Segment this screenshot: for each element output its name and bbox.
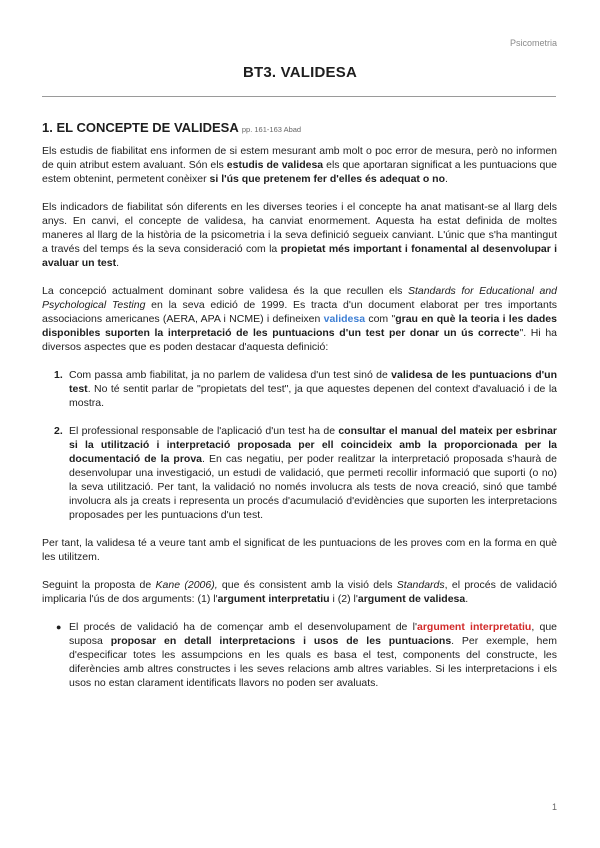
bullet-icon: ● <box>56 622 62 632</box>
document-title: BT3. VALIDESA <box>242 64 357 81</box>
page-number: 1 <box>551 802 557 812</box>
list-item <box>42 620 557 690</box>
bold-text: argument de validesa <box>357 593 466 605</box>
section-heading <box>42 120 557 138</box>
text: Els estudis de fiabilitat ens informen de si estem mesurant amb molt o poc error de mesura, però no informen de quin atribut estem avaluant. Són els <box>42 145 557 171</box>
text: . No té sentit parlar de "propietats del test", ja que aquestes depenen del context d'avaluació i de la mostra. <box>69 383 557 409</box>
paragraph-validity-history <box>42 200 557 270</box>
text: Els indicadors de fiabilitat són diferents en les diverses teories i el concepte ha anat matisant-se al llarg dels anys. En canvi, el concepte de validesa, ha canviat enormement. Aquesta ha estat definida de moltes maneres al llarg de la història de la psicometria i la seva definició segueix canviant. L'únic que s'ha mantingut a través del temps és la seva consideració com la <box>42 201 557 255</box>
bold-text: argument interpretatiu <box>217 593 330 605</box>
paragraph-validity-meaning: Per tant, la validesa té a veure tant amb el significat de les puntuacions de les proves com en la forma en què les utilitzem. <box>42 537 557 563</box>
italic-text: Kane (2006), <box>155 579 218 591</box>
list-item <box>42 424 557 522</box>
section-page-reference: pp. 161-163 Abad <box>241 125 302 134</box>
bold-text: estudis de validesa <box>226 159 324 171</box>
text: Seguint la proposta de <box>42 579 156 591</box>
italic-text: Standards <box>396 579 445 591</box>
text: , el procés de validació implicaria l'ús de dos arguments: (1) l' <box>42 579 557 605</box>
text: i (2) l' <box>329 593 358 605</box>
text: . <box>445 173 448 185</box>
bullet-list <box>42 620 557 690</box>
text: . En cas negatiu, per poder realitzar la interpretació proposada s'haurà de desenvolupar una investigació, un estudi de validació, que permeti recollir informació que suporti (o no) la seva utilització. Per tant, la validació no només involucra als tests de nova creació, sinó que també involucra als ja creats i representa un procés d'acumulació d'evidències que suporten les interpretacions proposades per les puntuacions d'un test. <box>69 453 557 521</box>
bold-text: si l'ús que pretenem fer d'elles és adequat o no <box>209 173 445 185</box>
text: , que suposa <box>69 621 558 647</box>
text: El professional responsable de l'aplicació d'un test ha de <box>69 425 339 437</box>
text: ". Hi ha diversos aspectes que es poden destacar d'aquesta definició: <box>42 327 557 353</box>
bold-text: grau en què la teoria i les dades disponibles suporten la interpretació de les puntuacions d'un test per donar un ús correcte <box>42 313 557 339</box>
list-number: 1. <box>54 369 63 381</box>
document-body <box>42 120 557 690</box>
italic-text: Standards for Educational and Psychological Testing <box>42 285 557 311</box>
list-number: 2. <box>54 425 63 437</box>
text: . Per exemple, hem d'especificar totes les assumpcions en les quals es basa el test, components del constructe, les diferències amb altres constructes i les seves relacions amb altres variables. Si les interpretacions i els usos no estan clarament identificats llavors no poden ser avaluats. <box>69 635 557 689</box>
numbered-list <box>42 368 557 522</box>
paragraph-standards-definition <box>42 284 557 354</box>
text: . <box>465 593 469 605</box>
title-divider <box>42 96 556 97</box>
section-title: 1. EL CONCEPTE DE VALIDESA <box>42 120 239 135</box>
course-name-header: Psicometria <box>509 38 557 48</box>
text: els que aportaran significat a les puntuacions que estem obtenint, permetent conèixer <box>42 159 557 185</box>
text: . <box>116 257 120 269</box>
text: La concepció actualment dominant sobre validesa és la que recullen els <box>42 285 408 297</box>
text: Com passa amb fiabilitat, ja no parlem de validesa d'un test sinó de <box>69 369 392 381</box>
text: que és consistent amb la visió dels <box>217 579 397 591</box>
bold-text: propietat més important i fonamental al desenvolupar i avaluar un test <box>42 243 558 269</box>
text: El procés de validació ha de començar amb el desenvolupament de l' <box>69 621 417 633</box>
list-item <box>42 368 557 410</box>
bold-text: proposar en detall interpretacions i usos de les puntuacions <box>110 635 452 647</box>
paragraph-reliability-intro <box>42 144 557 186</box>
text: com " <box>365 313 396 325</box>
highlight-term-argument: argument interpretatiu <box>416 621 532 633</box>
text: en la seva edició de 1999. Es tracta d'un document elaborat per tres importants associacions americanes (AERA, APA i NCME) i defineixen <box>42 299 557 325</box>
bold-text: validesa de les puntuacions d'un test <box>69 369 557 395</box>
paragraph-kane-proposal <box>42 578 557 606</box>
bold-text: consultar el manual del mateix per esbrinar si la utilització i interpretació proposada per ell coincideix amb la proporcionada per la documentació de la prova <box>69 425 557 465</box>
highlight-term-validesa: validesa <box>323 313 366 325</box>
